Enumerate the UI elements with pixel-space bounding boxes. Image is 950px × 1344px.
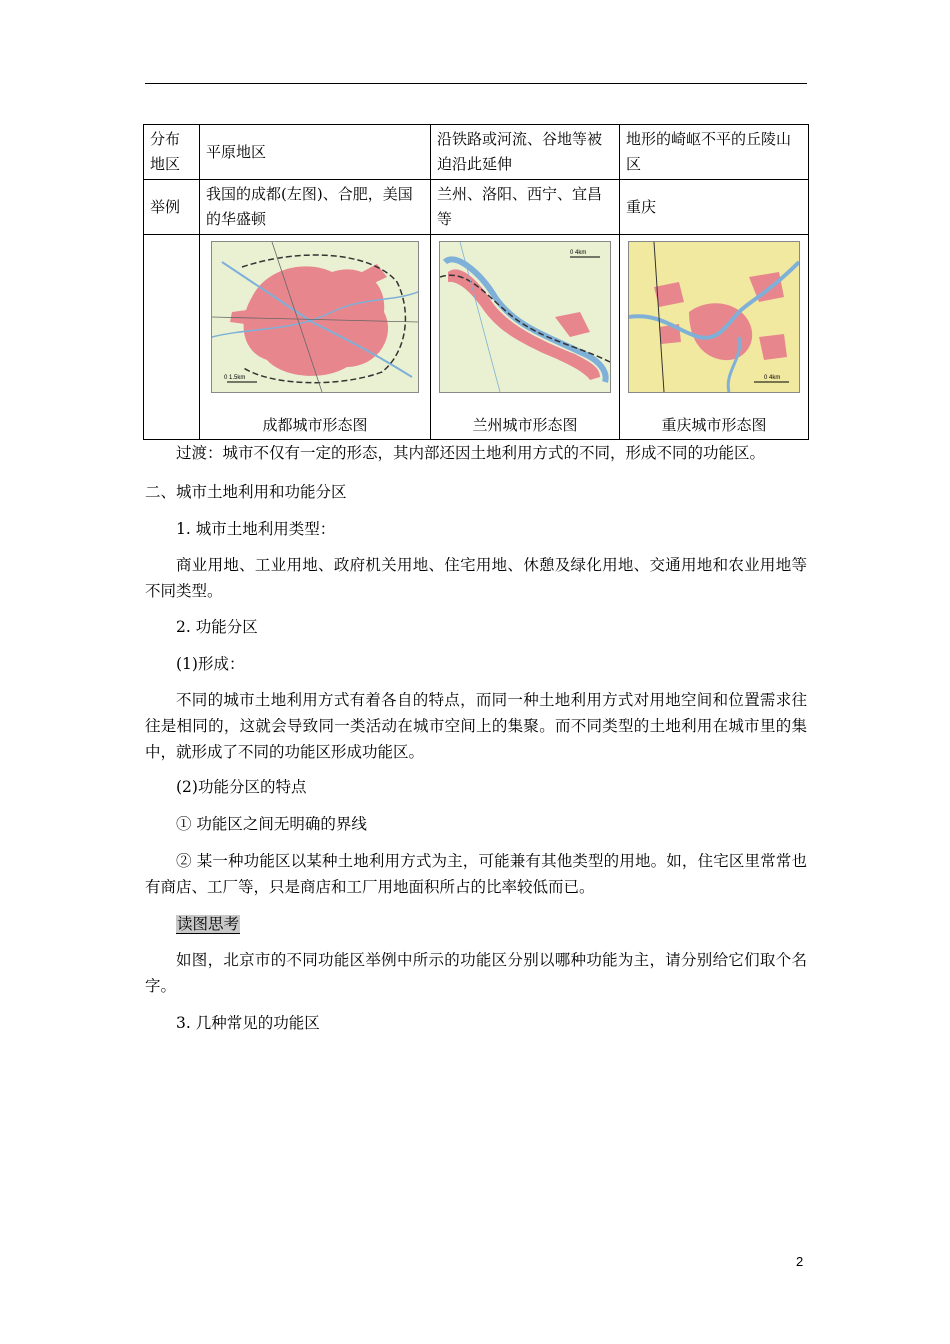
map-cell-chongqing: [620, 235, 809, 440]
item-3-heading: 3. 几种常见的功能区: [176, 1014, 320, 1032]
map-cell-chengdu: [200, 235, 431, 440]
chongqing-caption: 重庆城市形态图: [661, 416, 767, 434]
chongqing-map: [628, 241, 800, 393]
cell-distribution-scattered: 地形的崎岖不平的丘陵山区: [620, 125, 809, 180]
lanzhou-map: [439, 241, 611, 393]
cell-example-plain: 我国的成都(左图)、合肥，美国的华盛顿: [200, 180, 431, 235]
cell-example-scattered: 重庆: [620, 180, 809, 235]
cell-example-strip: 兰州、洛阳、西宁、宜昌等: [431, 180, 620, 235]
chengdu-caption: 成都城市形态图: [262, 416, 368, 434]
chengdu-map: [211, 241, 419, 393]
sub-1-body: 不同的城市土地利用方式有着各自的特点，而同一种土地利用方式对用地空间和位置需求往往是相同的，这就会导致同一类活动在城市空间上的集聚。而不同类型的土地利用在城市里的集中，就形成了不同的功能区形成功能区。: [145, 691, 807, 761]
empty-label-cell: [144, 235, 200, 440]
transition-paragraph: 过渡：城市不仅有一定的形态，其内部还因土地利用方式的不同，形成不同的功能区。: [176, 444, 766, 462]
sub-2-heading: (2)功能分区的特点: [176, 778, 307, 796]
page-number: 2: [796, 1254, 804, 1269]
table-row: [144, 235, 809, 440]
section-2-heading: 二、城市土地利用和功能分区: [145, 483, 347, 501]
cell-distribution-plain: 平原地区: [200, 125, 431, 180]
point-1: ① 功能区之间无明确的界线: [176, 815, 367, 833]
lanzhou-caption: 兰州城市形态图: [472, 416, 578, 434]
reading-question: 如图，北京市的不同功能区举例中所示的功能区分别以哪种功能为主，请分别给它们取个名字。: [145, 951, 807, 995]
header-rule: [145, 83, 807, 84]
cell-distribution-strip: 沿铁路或河流、谷地等被迫沿此延伸: [431, 125, 620, 180]
reading-label-line: [145, 911, 807, 937]
point-2: ② 某一种功能区以某种土地利用方式为主，可能兼有其他类型的用地。如，住宅区里常常也有商店、工厂等，只是商店和工厂用地面积所占的比率较低而已。: [145, 852, 807, 896]
table-row: [144, 180, 809, 235]
table-row: [144, 125, 809, 180]
sub-1-heading: (1)形成：: [176, 655, 245, 673]
lanzhou-scale-label: 0 4km: [570, 250, 587, 256]
city-form-table: [143, 124, 809, 440]
item-1-heading: 1. 城市土地利用类型：: [176, 520, 336, 538]
item-2-heading: 2. 功能分区: [176, 618, 258, 636]
row-label-example: 举例: [144, 180, 200, 235]
item-1-body: 商业用地、工业用地、政府机关用地、住宅用地、休憩及绿化用地、交通用地和农业用地等不同类型。: [145, 556, 807, 600]
reading-label: 读图思考: [177, 915, 240, 933]
row-label-distribution: 分布地区: [144, 125, 200, 180]
map-cell-lanzhou: [431, 235, 620, 440]
chengdu-scale-label: 0 1.5km: [224, 375, 246, 381]
chongqing-scale-label: 0 4km: [764, 375, 781, 381]
